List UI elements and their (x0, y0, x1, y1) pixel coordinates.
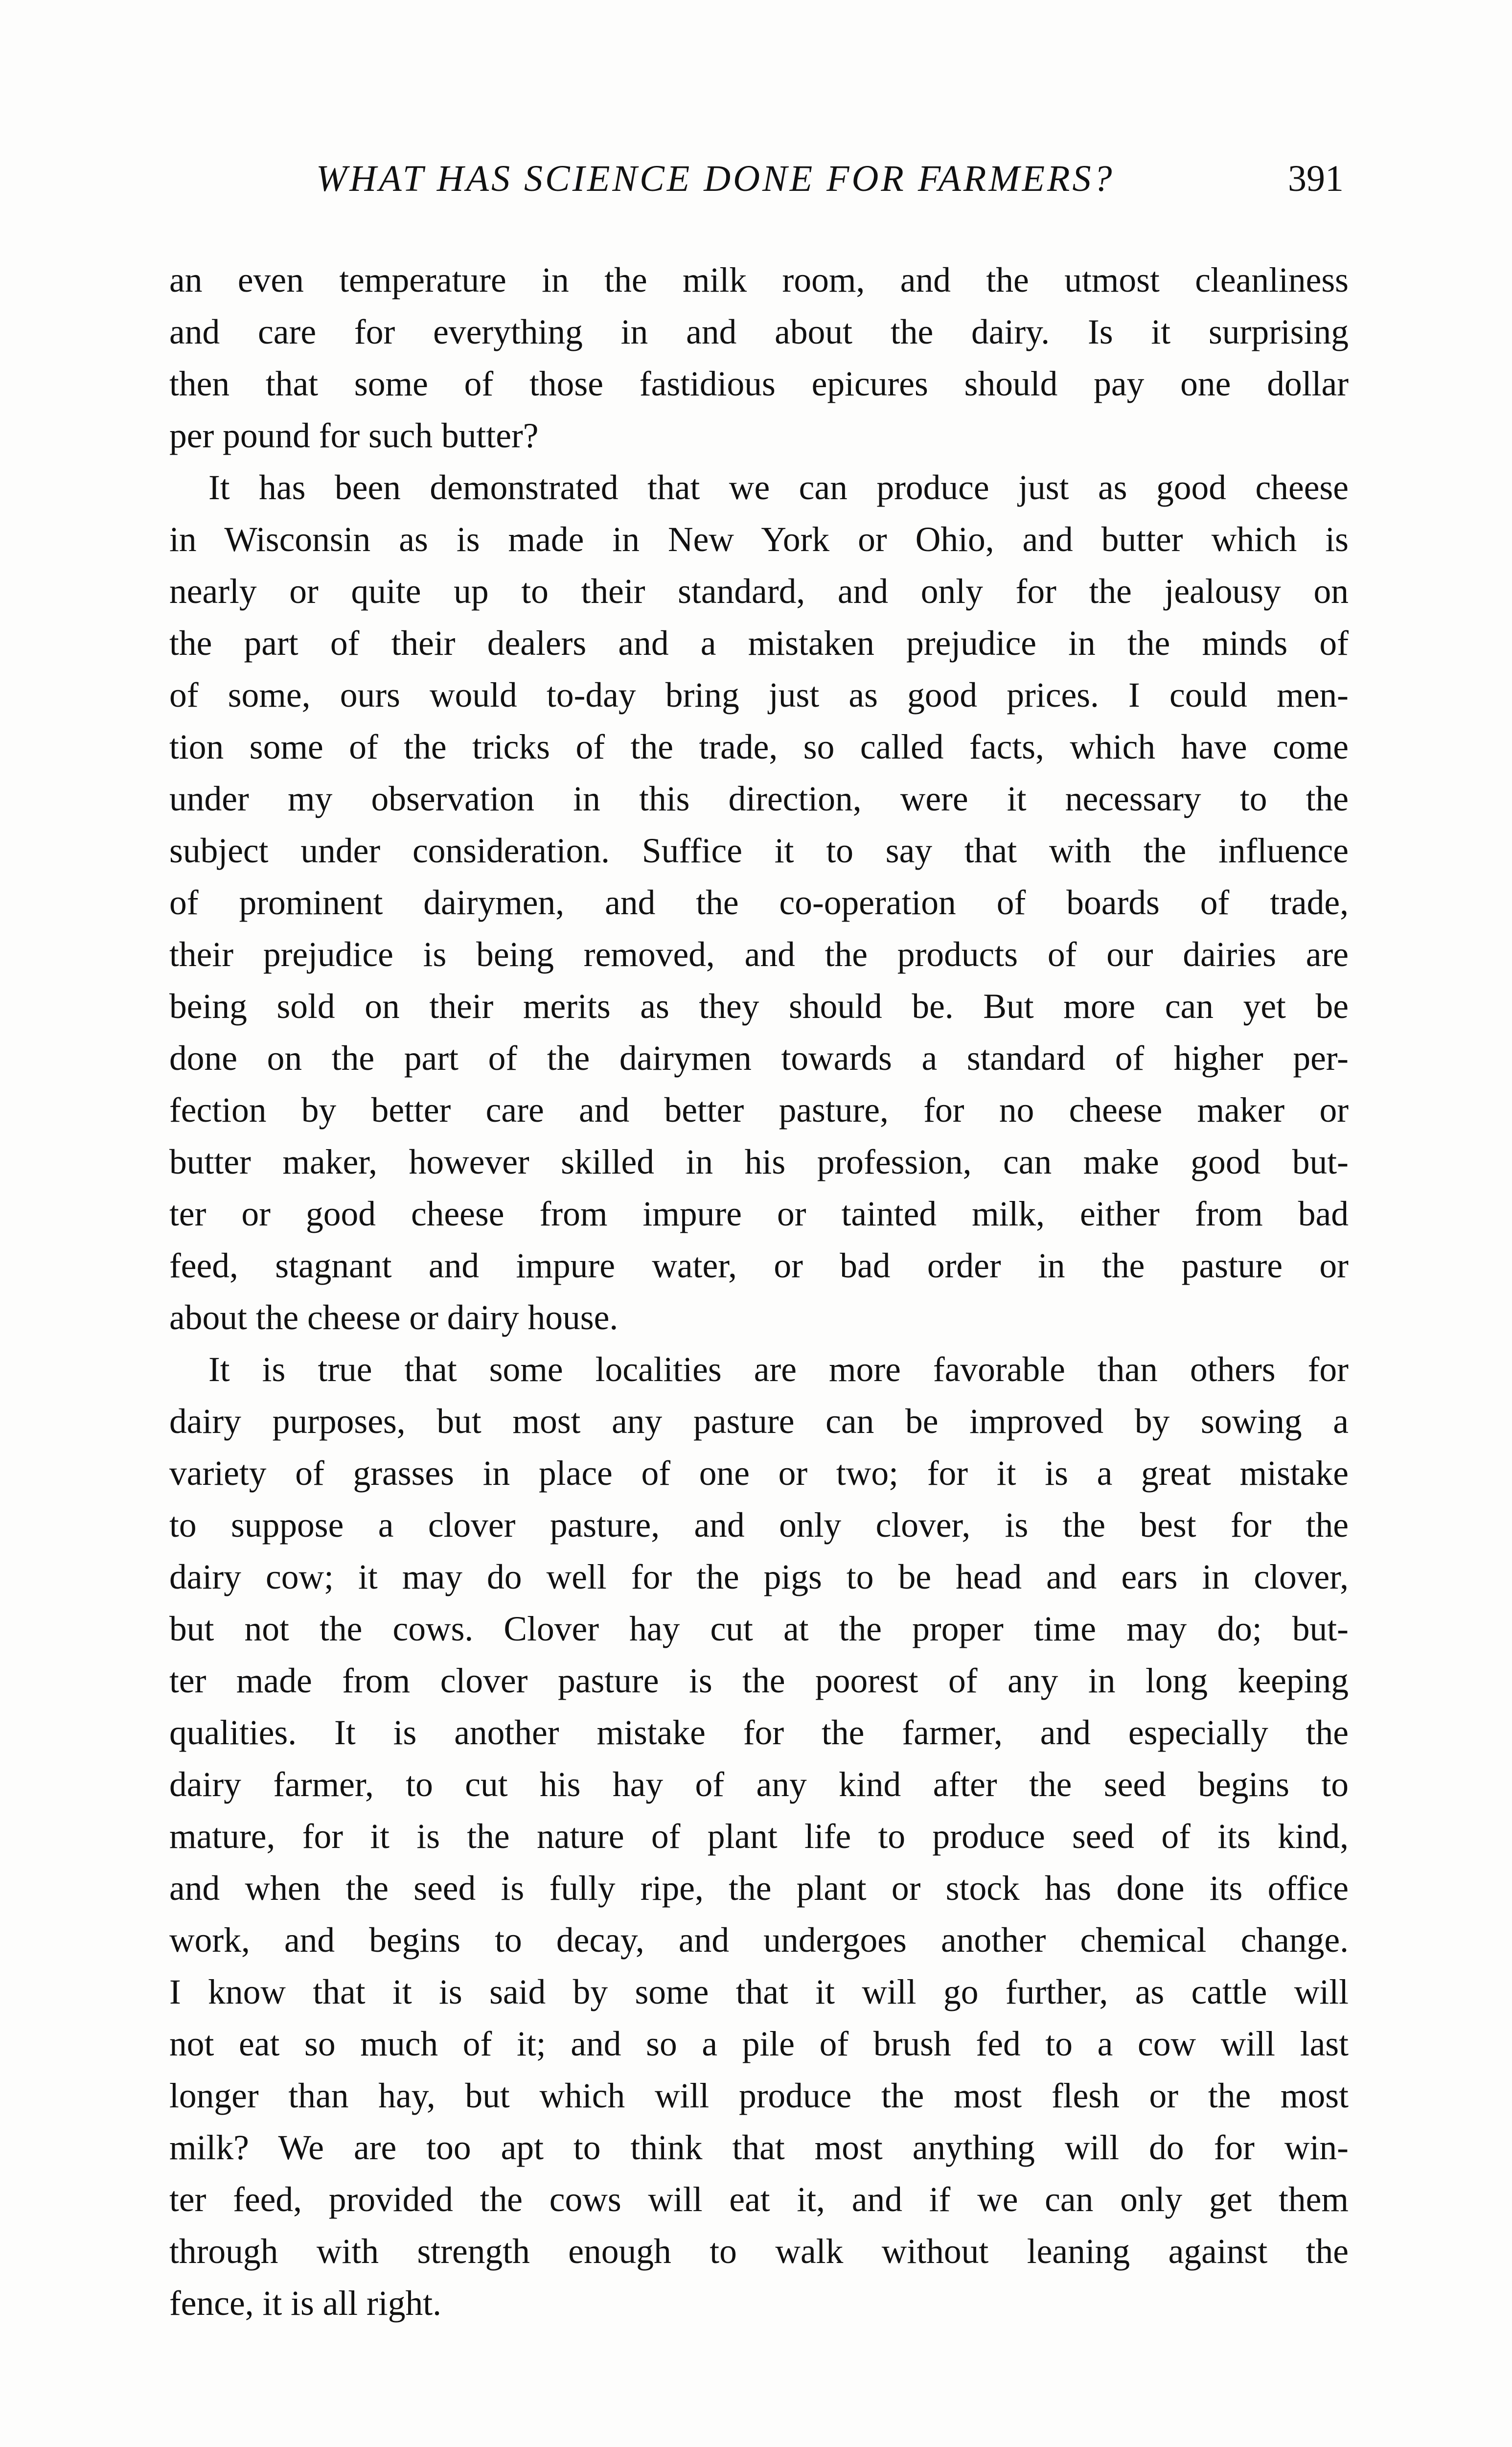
text-line: butter maker, however skilled in his profession, can make good but- (169, 1143, 1349, 1181)
text-line: in Wisconsin as is made in New York or Ohio, and butter which is (169, 520, 1349, 559)
text-line: of some, ours would to-day bring just as good prices. I could men- (169, 676, 1349, 715)
text-line: dairy purposes, but most any pasture can be improved by sowing a (169, 1402, 1349, 1441)
text-line: about the cheese or dairy house. (169, 1298, 619, 1337)
text-line: under my observation in this direction, were it necessary to the (169, 780, 1349, 818)
text-line: their prejudice is being removed, and the products of our dairies are (169, 935, 1349, 974)
text-line: an even temperature in the milk room, and the utmost cleanliness (169, 261, 1349, 300)
text-line: tion some of the tricks of the trade, so called facts, which have come (169, 728, 1349, 766)
text-line: of prominent dairymen, and the co-operation of boards of trade, (169, 883, 1349, 922)
body-text (169, 254, 1349, 2330)
text-line: longer than hay, but which will produce the most flesh or the most (169, 2077, 1349, 2115)
text-line: qualities. It is another mistake for the farmer, and especially the (169, 1713, 1349, 1752)
text-line: being sold on their merits as they should be. But more can yet be (169, 987, 1349, 1026)
text-line: dairy farmer, to cut his hay of any kind after the seed begins to (169, 1765, 1349, 1804)
text-line: nearly or quite up to their standard, and only for the jealousy on (169, 572, 1349, 611)
running-title: WHAT HAS SCIENCE DONE FOR FARMERS? (316, 158, 1115, 199)
text-line: and when the seed is fully ripe, the plant or stock has done its office (169, 1869, 1349, 1908)
running-head (169, 152, 1344, 206)
text-line: ter or good cheese from impure or tainted milk, either from bad (169, 1195, 1349, 1233)
text-line: subject under consideration. Suffice it to say that with the influence (169, 831, 1349, 870)
text-line: fection by better care and better pasture, for no cheese maker or (169, 1091, 1349, 1130)
text-line: milk? We are too apt to think that most anything will do for win- (169, 2128, 1349, 2167)
text-line: and care for everything in and about the dairy. Is it surprising (169, 313, 1349, 351)
text-line: done on the part of the dairymen towards a standard of higher per- (169, 1039, 1349, 1078)
text-line: not eat so much of it; and so a pile of brush fed to a cow will last (169, 2025, 1349, 2063)
text-line: per pound for such butter? (169, 416, 539, 455)
text-line: but not the cows. Clover hay cut at the proper time may do; but- (169, 1610, 1349, 1648)
text-line: fence, it is all right. (169, 2284, 441, 2323)
text-line: then that some of those fastidious epicures should pay one dollar (169, 365, 1349, 403)
text-line: ter feed, provided the cows will eat it, and if we can only get them (169, 2180, 1349, 2219)
text-line: the part of their dealers and a mistaken prejudice in the minds of (169, 624, 1349, 663)
text-line: to suppose a clover pasture, and only clover, is the best for the (169, 1506, 1349, 1545)
text-line: ter made from clover pasture is the poorest of any in long keeping (169, 1662, 1349, 1700)
page-number: 391 (1288, 158, 1344, 199)
text-line: feed, stagnant and impure water, or bad order in the pasture or (169, 1247, 1349, 1285)
text-line: dairy cow; it may do well for the pigs to be head and ears in clover, (169, 1558, 1349, 1596)
text-line: It has been demonstrated that we can produce just as good cheese (208, 468, 1349, 507)
text-line: It is true that some localities are more favorable than others for (208, 1350, 1349, 1389)
text-line: mature, for it is the nature of plant life to produce seed of its kind, (169, 1817, 1349, 1856)
text-line: variety of grasses in place of one or two; for it is a great mistake (169, 1454, 1349, 1493)
text-line: work, and begins to decay, and undergoes another chemical change. (169, 1921, 1349, 1960)
text-line: I know that it is said by some that it will go further, as cattle will (169, 1973, 1349, 2011)
text-line: through with strength enough to walk without leaning against the (169, 2232, 1349, 2271)
